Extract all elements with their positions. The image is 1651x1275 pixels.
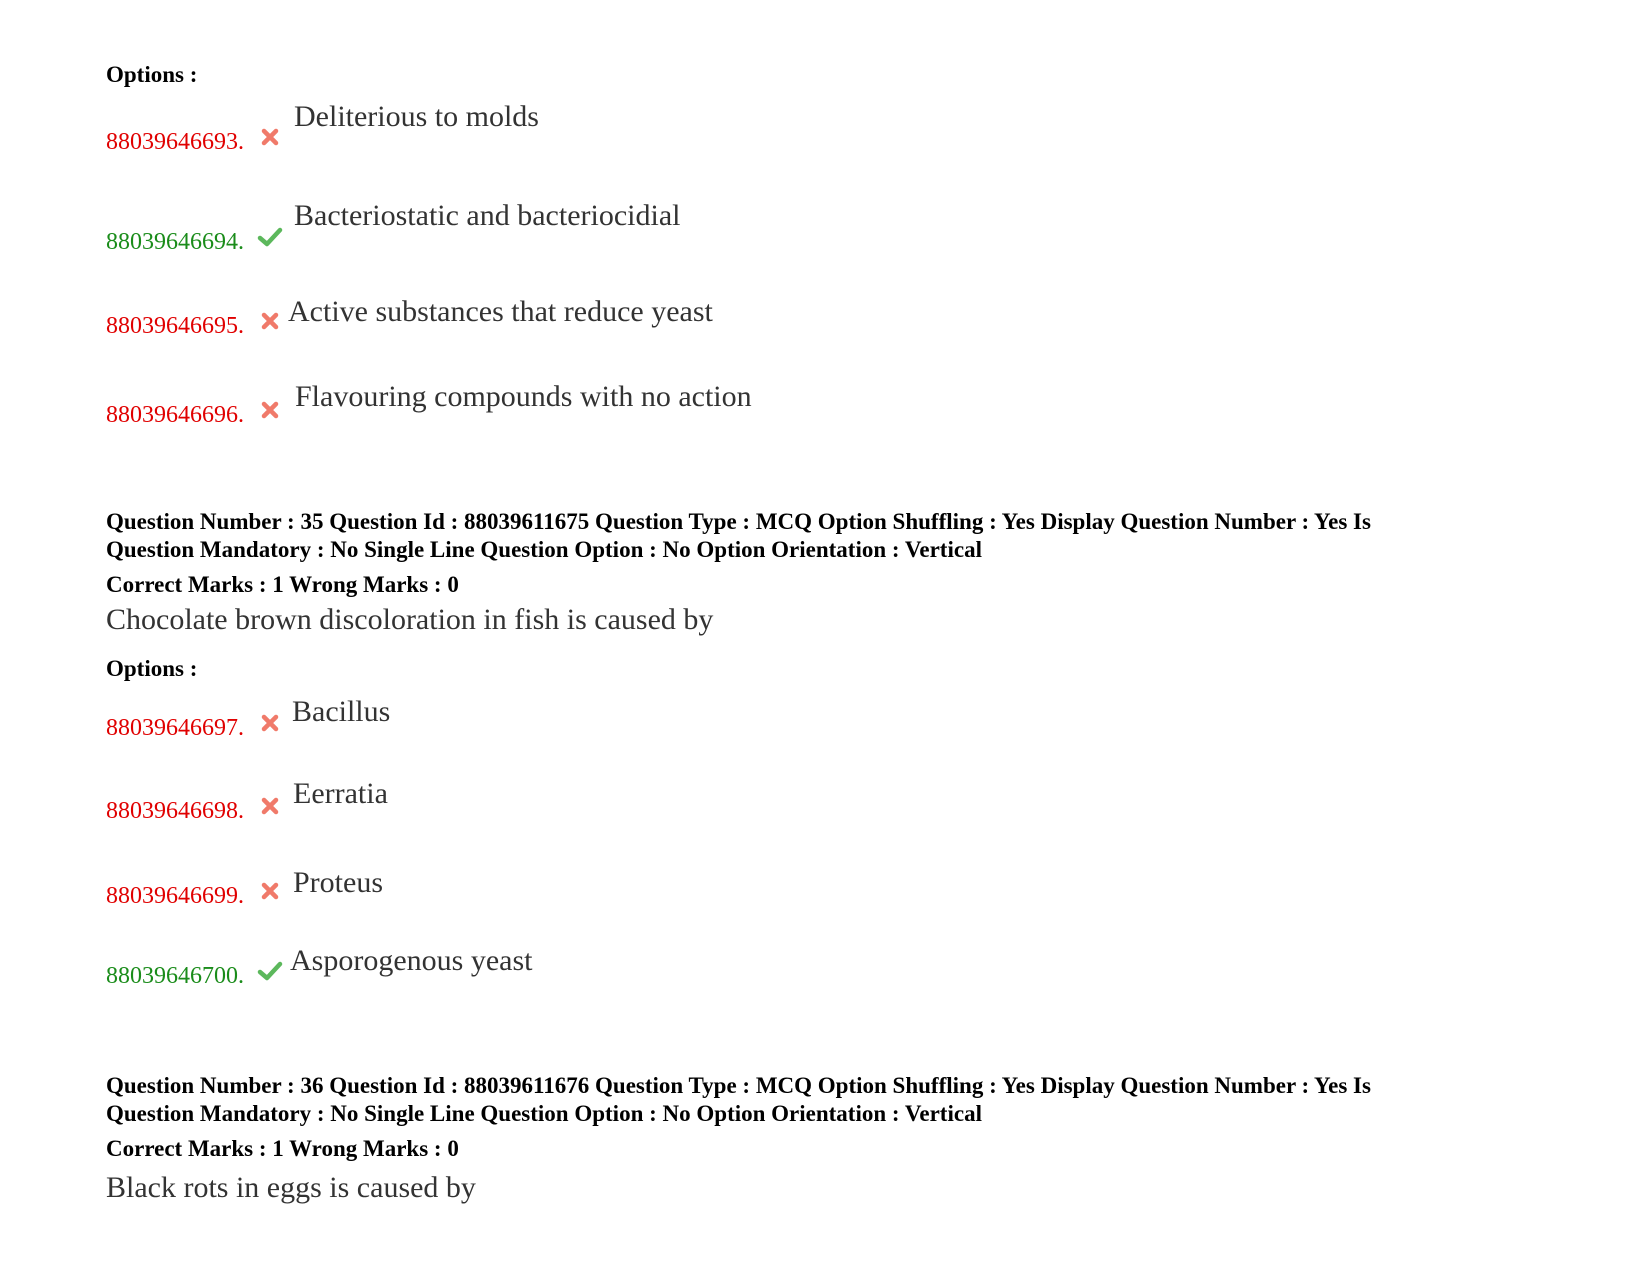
option-id: 88039646693. — [106, 129, 244, 155]
question-text: Chocolate brown discoloration in fish is caused by — [106, 603, 714, 636]
option-id: 88039646695. — [106, 313, 244, 339]
option-text: Bacteriostatic and bacteriocidial — [294, 199, 681, 232]
option-text: Asporogenous yeast — [290, 944, 533, 977]
cross-icon — [259, 880, 281, 902]
check-icon — [257, 960, 283, 982]
option-id: 88039646700. — [106, 963, 244, 989]
option-id: 88039646696. — [106, 402, 244, 428]
option-text: Bacillus — [292, 695, 391, 728]
question-meta: Question Number : 35 Question Id : 88039611675 Question Type : MCQ Option Shuffling : Yes Display Question Number : Yes Is — [106, 509, 1371, 534]
check-icon — [257, 226, 283, 248]
question-marks: Correct Marks : 1 Wrong Marks : 0 — [106, 572, 459, 597]
question-text: Black rots in eggs is caused by — [106, 1171, 476, 1204]
option-id: 88039646698. — [106, 798, 244, 824]
option-id: 88039646694. — [106, 229, 244, 255]
question-meta: Question Mandatory : No Single Line Question Option : No Option Orientation : Vertical — [106, 537, 982, 562]
option-text: Eerratia — [293, 777, 388, 810]
option-text: Flavouring compounds with no action — [295, 380, 752, 413]
cross-icon — [259, 399, 281, 421]
option-id: 88039646697. — [106, 715, 244, 741]
cross-icon — [259, 712, 281, 734]
option-text: Active substances that reduce yeast — [288, 295, 713, 328]
cross-icon — [259, 795, 281, 817]
options-label: Options : — [106, 62, 198, 87]
options-label: Options : — [106, 656, 198, 681]
cross-icon — [259, 310, 281, 332]
option-text: Deliterious to molds — [294, 100, 539, 133]
option-text: Proteus — [293, 866, 383, 899]
cross-icon — [259, 126, 281, 148]
question-meta: Question Number : 36 Question Id : 88039611676 Question Type : MCQ Option Shuffling : Yes Display Question Number : Yes Is — [106, 1073, 1371, 1098]
option-id: 88039646699. — [106, 883, 244, 909]
question-marks: Correct Marks : 1 Wrong Marks : 0 — [106, 1136, 459, 1161]
question-meta: Question Mandatory : No Single Line Question Option : No Option Orientation : Vertical — [106, 1101, 982, 1126]
